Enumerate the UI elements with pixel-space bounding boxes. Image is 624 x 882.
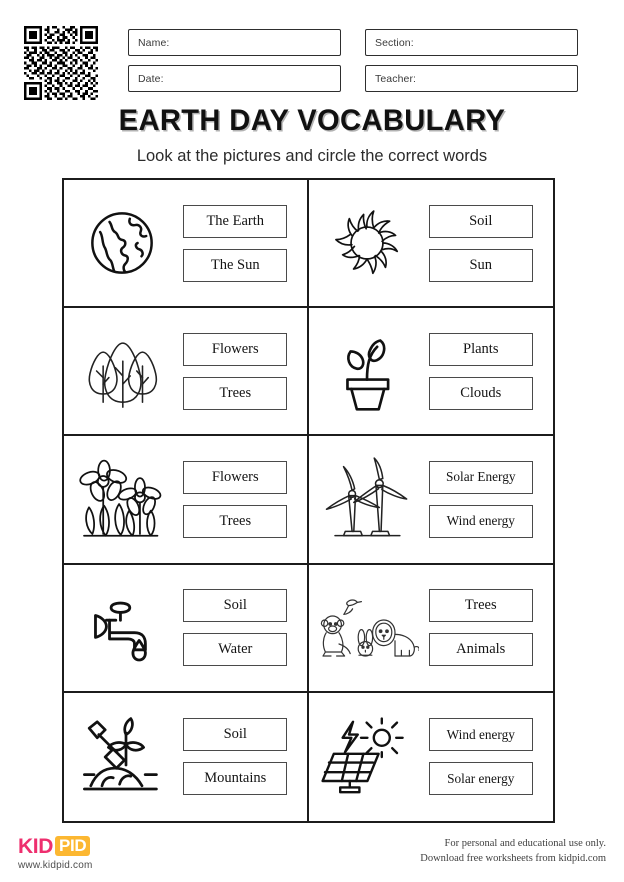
exercise-1-options — [176, 205, 301, 282]
option-button[interactable]: Trees — [183, 505, 287, 538]
worksheet-footer — [0, 833, 624, 882]
worksheet-header — [0, 0, 624, 100]
exercise-cell-5 — [64, 436, 309, 564]
exercise-cell-3 — [64, 308, 309, 436]
usage-credit — [420, 836, 606, 866]
option-button[interactable]: Flowers — [183, 333, 287, 366]
section-field[interactable] — [365, 29, 578, 56]
credit-line-2: Download free worksheets from kidpid.com — [420, 853, 606, 864]
exercise-cell-1 — [64, 180, 309, 308]
option-button[interactable]: Plants — [429, 333, 533, 366]
potted-plant-icon — [313, 308, 421, 434]
shovel-soil-icon — [68, 693, 176, 821]
flowers-icon — [68, 436, 176, 562]
exercise-cell-4 — [309, 308, 554, 436]
exercise-10-options — [421, 718, 548, 795]
animals-icon — [313, 565, 421, 691]
option-button[interactable]: Soil — [429, 205, 533, 238]
option-button[interactable]: Clouds — [429, 377, 533, 410]
option-button[interactable]: Soil — [183, 589, 287, 622]
exercise-cell-9 — [64, 693, 309, 821]
teacher-field-label: Teacher: — [375, 72, 417, 85]
option-button[interactable]: The Sun — [183, 249, 287, 282]
exercise-2-options — [421, 205, 548, 282]
option-button[interactable]: Solar energy — [429, 762, 533, 795]
student-info-fields — [128, 29, 578, 101]
earth-globe-icon — [68, 180, 176, 306]
option-button[interactable]: Soil — [183, 718, 287, 751]
logo-pid-text: PID — [55, 836, 90, 856]
option-button[interactable]: Wind energy — [429, 505, 533, 538]
exercise-cell-6 — [309, 436, 554, 564]
option-button[interactable]: Wind energy — [429, 718, 533, 751]
date-field[interactable] — [128, 65, 341, 92]
option-button[interactable]: Flowers — [183, 461, 287, 494]
option-button[interactable]: Sun — [429, 249, 533, 282]
exercise-7-options — [176, 589, 301, 666]
option-button[interactable]: Water — [183, 633, 287, 666]
section-field-label: Section: — [375, 36, 414, 49]
page-title: EARTH DAY VOCABULARY — [118, 104, 506, 137]
exercise-9-options — [176, 718, 301, 795]
date-field-label: Date: — [138, 72, 164, 85]
exercise-cell-7 — [64, 565, 309, 693]
option-button[interactable]: Trees — [429, 589, 533, 622]
exercise-cell-8 — [309, 565, 554, 693]
wind-turbines-icon — [313, 436, 421, 562]
faucet-water-icon — [68, 565, 176, 691]
kidpid-logo[interactable] — [18, 835, 93, 871]
exercise-5-options — [176, 461, 301, 538]
option-button[interactable]: Trees — [183, 377, 287, 410]
name-field-label: Name: — [138, 36, 170, 49]
solar-panel-icon — [313, 693, 421, 821]
vocabulary-grid — [62, 178, 555, 823]
exercise-8-options — [421, 589, 548, 666]
logo-kid-text: KID — [18, 834, 53, 858]
exercise-6-options — [421, 461, 548, 538]
option-button[interactable]: The Earth — [183, 205, 287, 238]
option-button[interactable]: Solar Energy — [429, 461, 533, 494]
instruction-text: Look at the pictures and circle the correct words — [136, 147, 488, 165]
exercise-4-options — [421, 333, 548, 410]
exercise-cell-10 — [309, 693, 554, 821]
option-button[interactable]: Animals — [429, 633, 533, 666]
exercise-3-options — [176, 333, 301, 410]
teacher-field[interactable] — [365, 65, 578, 92]
qr-code-icon — [22, 26, 100, 100]
option-button[interactable]: Mountains — [183, 762, 287, 795]
credit-line-1: For personal and educational use only. — [444, 838, 606, 849]
sun-icon — [313, 180, 421, 306]
trees-icon — [68, 308, 176, 434]
name-field[interactable] — [128, 29, 341, 56]
logo-url-text: www.kidpid.com — [18, 860, 93, 871]
exercise-cell-2 — [309, 180, 554, 308]
